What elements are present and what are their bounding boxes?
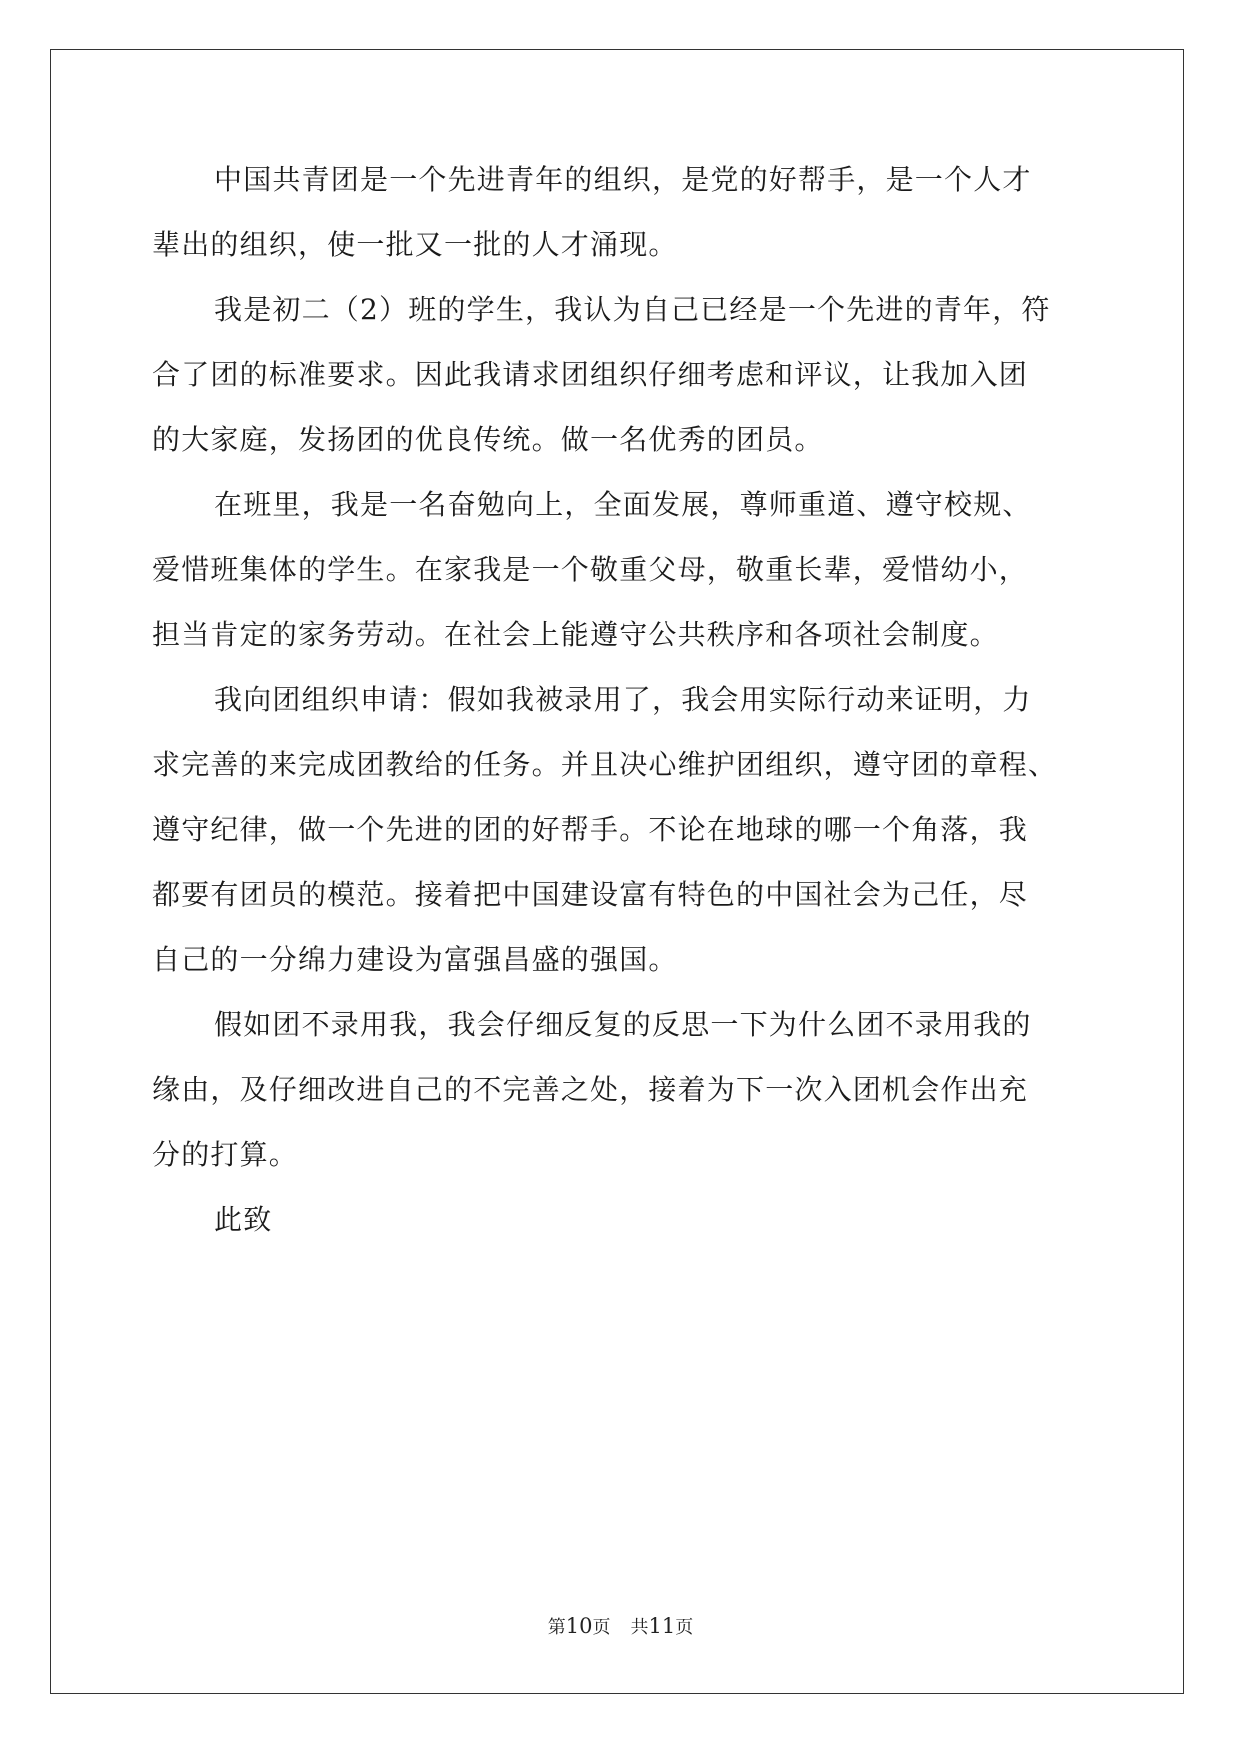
current-page-number: 10 bbox=[565, 1614, 593, 1638]
total-suffix: 页 bbox=[675, 1617, 694, 1638]
total-page-number: 11 bbox=[648, 1614, 676, 1638]
paragraph-line: 假如团不录用我，我会仔细反复的反思一下为什么团不录用我的 bbox=[214, 1008, 1032, 1041]
paragraph-line: 我向团组织申请：假如我被录用了，我会用实际行动来证明，力 bbox=[214, 683, 1032, 716]
paragraph-line: 中国共青团是一个先进青年的组织，是党的好帮手，是一个人才 bbox=[214, 163, 1032, 196]
paragraph-line: 都要有团员的模范。接着把中国建设富有特色的中国社会为己任，尽 bbox=[152, 878, 1029, 911]
paragraph-line: 求完善的来完成团教给的任务。并且决心维护团组织，遵守团的章程、 bbox=[152, 748, 1058, 781]
paragraph-line: 自己的一分绵力建设为富强昌盛的强国。 bbox=[152, 943, 678, 976]
paragraph-line: 分的打算。 bbox=[152, 1138, 299, 1171]
page-suffix: 页 bbox=[592, 1617, 611, 1638]
paragraph-line: 合了团的标准要求。因此我请求团组织仔细考虑和评议，让我加入团 bbox=[152, 358, 1029, 391]
paragraph-line: 担当肯定的家务劳动。在社会上能遵守公共秩序和各项社会制度。 bbox=[152, 618, 999, 651]
paragraph-line: 遵守纪律，做一个先进的团的好帮手。不论在地球的哪一个角落，我 bbox=[152, 813, 1029, 846]
total-prefix: 共 bbox=[630, 1617, 649, 1638]
paragraph-line: 缘由，及仔细改进自己的不完善之处，接着为下一次入团机会作出充 bbox=[152, 1073, 1029, 1106]
paragraph-line: 辈出的组织，使一批又一批的人才涌现。 bbox=[152, 228, 678, 261]
page-prefix: 第 bbox=[547, 1617, 566, 1638]
paragraph-line: 我是初二（2）班的学生，我认为自己已经是一个先进的青年，符 bbox=[214, 293, 1051, 326]
closing-salutation: 此致 bbox=[214, 1203, 273, 1236]
paragraph-line: 的大家庭，发扬团的优良传统。做一名优秀的团员。 bbox=[152, 423, 824, 456]
document-body bbox=[152, 164, 1092, 1269]
paragraph-line: 爱惜班集体的学生。在家我是一个敬重父母，敬重长辈，爱惜幼小， bbox=[152, 553, 1029, 586]
paragraph-line: 在班里，我是一名奋勉向上，全面发展，尊师重道、遵守校规、 bbox=[214, 488, 1032, 521]
page-footer bbox=[0, 1615, 1241, 1639]
